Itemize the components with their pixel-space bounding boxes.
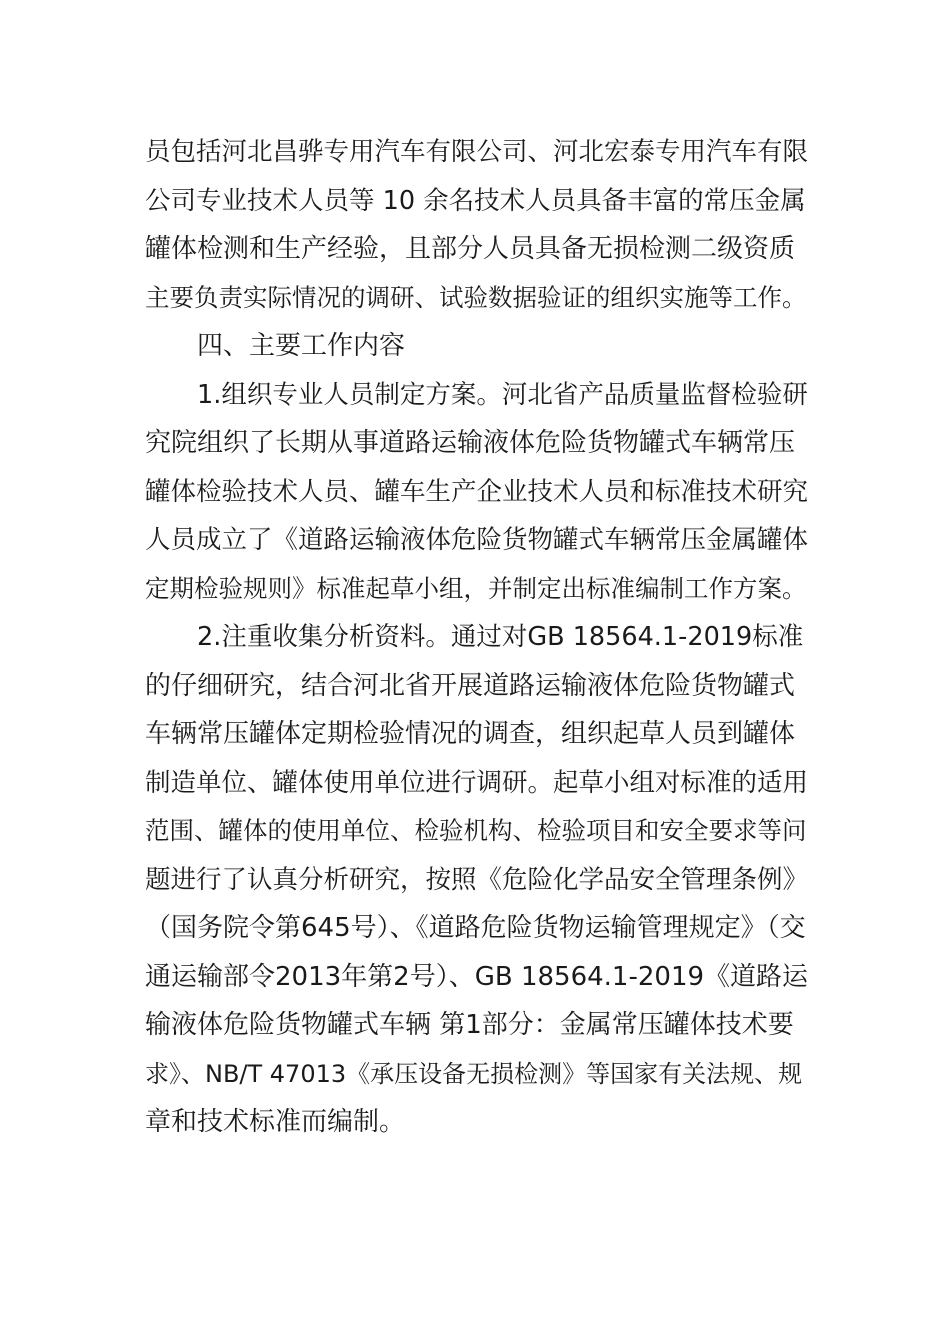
paragraph-line: 车辆常压罐体定期检验情况的调查，组织起草人员到罐体 (145, 719, 796, 749)
paragraph-line: 的仔细研究，结合河北省开展道路运输液体危险货物罐式 (145, 670, 796, 701)
document-body (145, 128, 810, 1147)
paragraph-line: 章和技术标准而编制。 (145, 1107, 406, 1137)
paragraph-line: 输液体危险货物罐式车辆 第1部分：金属常压罐体技术要 (145, 1010, 794, 1040)
paragraph-line: 通运输部令2013年第2号）、GB 18564.1-2019《道路运 (145, 961, 809, 992)
paragraph-line: 主要负责实际情况的调研、试验数据验证的组织实施等工作。 (145, 282, 807, 312)
paragraph-line: 罐体检测和生产经验，且部分人员具备无损检测二级资质 (145, 234, 796, 264)
paragraph-line: 题进行了认真分析研究，按照《危险化学品安全管理条例》 (145, 864, 809, 895)
paragraph-line: （国务院令第645号）、《道路危险货物运输管理规定》（交 (145, 913, 806, 943)
paragraph-line: 人员成立了《道路运输液体危险货物罐式车辆常压金属罐体 (145, 525, 809, 555)
paragraph-line: 范围、罐体的使用单位、检验机构、检验项目和安全要求等问 (145, 816, 807, 845)
paragraph-line: 员包括河北昌骅专用汽车有限公司、河北宏泰专用汽车有限 (145, 137, 809, 167)
paragraph-line: 公司专业技术人员等 10 余名技术人员具备丰富的常压金属 (145, 185, 806, 216)
paragraph-line: 2.注重收集分析资料。通过对GB 18564.1-2019标准 (197, 622, 804, 652)
paragraph-line: 罐体检验技术人员、罐车生产企业技术人员和标准技术研究 (145, 476, 809, 507)
paragraph-line: 1.组织专业人员制定方案。河北省产品质量监督检验研 (197, 379, 808, 410)
paragraph-line: 制造单位、罐体使用单位进行调研。起草小组对标准的适用 (145, 767, 809, 798)
paragraph-line: 究院组织了长期从事道路运输液体危险货物罐式车辆常压 (145, 428, 796, 458)
paragraph-line: 求》、NB/T 47013《承压设备无损检测》等国家有关法规、规 (145, 1059, 803, 1088)
paragraph-line: 定期检验规则》标准起草小组，并制定出标准编制工作方案。 (145, 573, 807, 603)
section-heading: 四、主要工作内容 (197, 331, 406, 361)
